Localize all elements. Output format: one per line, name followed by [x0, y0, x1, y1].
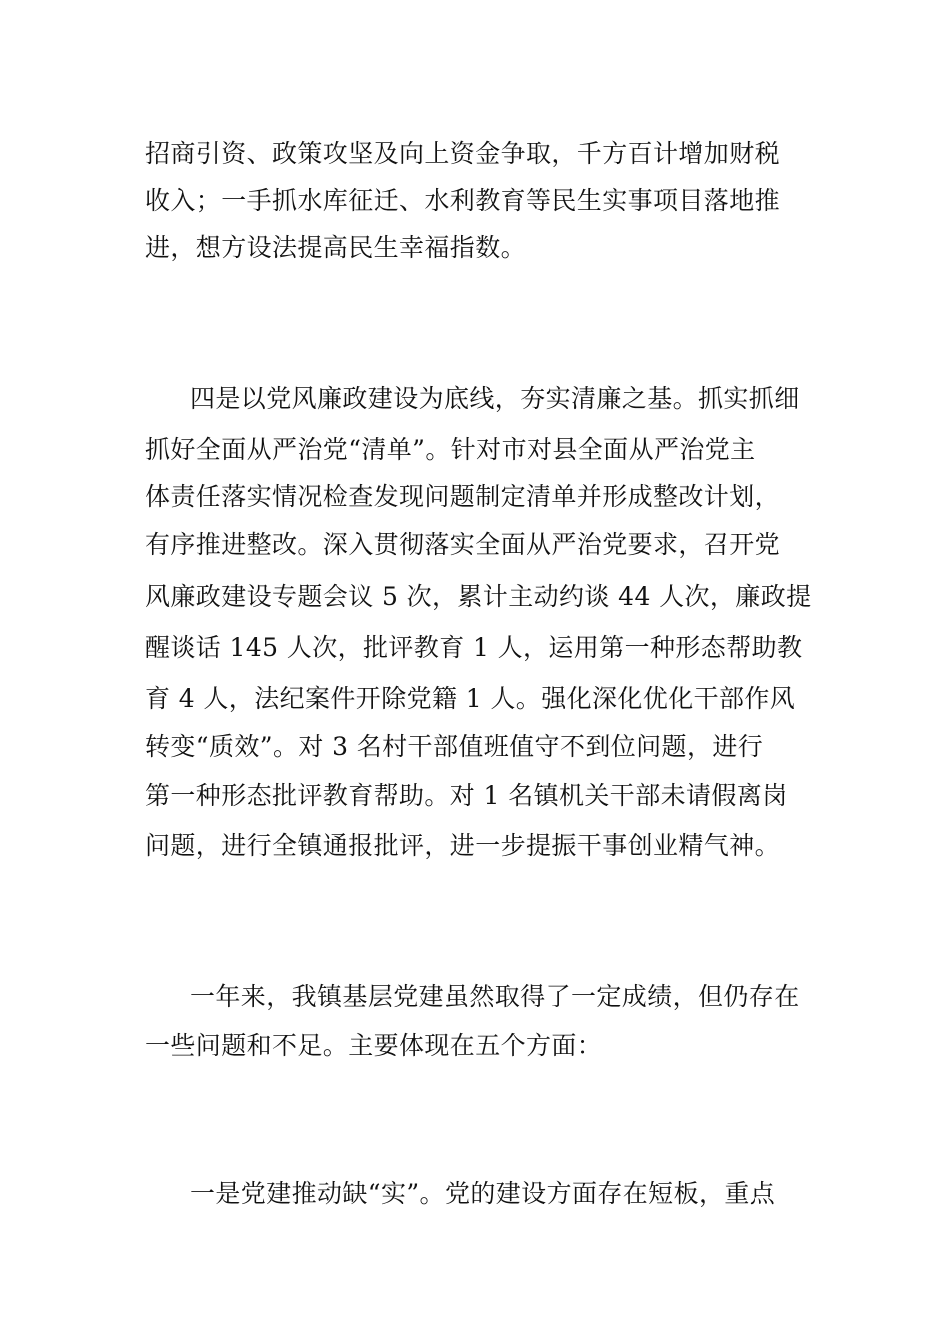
text-line: 进，想方设法提高民生幸福指数。 — [145, 233, 527, 262]
text-line: 醒谈话 145 人次，批评教育 1 人，运用第一种形态帮助教 — [145, 633, 803, 662]
text-line: 第一种形态批评教育帮助。对 1 名镇机关干部未请假离岗 — [145, 781, 788, 810]
text-line: 一些问题和不足。主要体现在五个方面： — [145, 1031, 603, 1060]
text-line: 招商引资、政策攻坚及向上资金争取，千方百计增加财税 — [145, 139, 781, 168]
text-line: 收入；一手抓水库征迁、水利教育等民生实事项目落地推 — [145, 186, 781, 215]
text-line: 育 4 人，法纪案件开除党籍 1 人。强化深化优化干部作风 — [145, 684, 796, 713]
text-line: 风廉政建设专题会议 5 次，累计主动约谈 44 人次，廉政提 — [145, 582, 812, 611]
text-line: 问题，进行全镇通报批评，进一步提振干事创业精气神。 — [145, 831, 781, 860]
text-line: 转变“质效”。对 3 名村干部值班值守不到位问题，进行 — [145, 732, 764, 761]
text-line: 一年来，我镇基层党建虽然取得了一定成绩，但仍存在 — [190, 982, 800, 1011]
text-line: 抓好全面从严治党“清单”。针对市对县全面从严治党主 — [145, 435, 756, 464]
text-line: 四是以党风廉政建设为底线，夯实清廉之基。抓实抓细 — [190, 384, 800, 413]
text-line: 体责任落实情况检查发现问题制定清单并形成整改计划， — [145, 482, 781, 511]
text-line: 有序推进整改。深入贯彻落实全面从严治党要求，召开党 — [145, 530, 781, 559]
text-line: 一是党建推动缺“实”。党的建设方面存在短板，重点 — [190, 1179, 776, 1208]
